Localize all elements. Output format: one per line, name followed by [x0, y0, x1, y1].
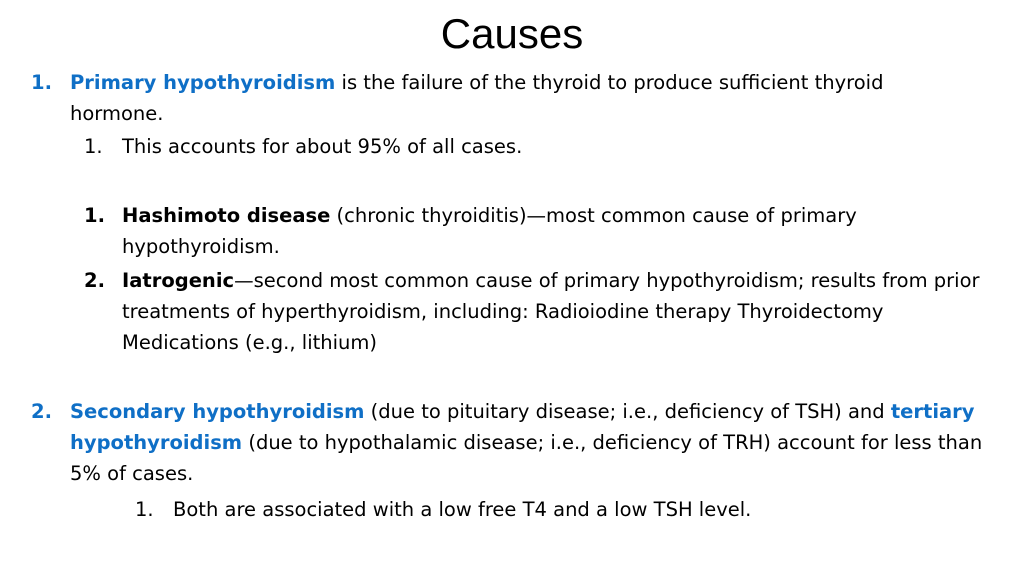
item-text: (chronic thyroiditis)—most common cause of primary hypothyroidism. [122, 204, 857, 258]
item-text: (due to pituitary disease; i.e., deficiency of TSH) and [364, 400, 891, 423]
term-iatrogenic: Iatrogenic [122, 269, 235, 292]
list-item-secondary-tertiary [0, 396, 990, 489]
list-item-iatrogenic [0, 265, 1002, 358]
sub-item-low-t4-tsh [0, 494, 1024, 525]
list-number: 2. [31, 400, 52, 423]
item-text: Both are associated with a low free T4 and a low TSH level. [173, 498, 752, 521]
list-number: 1. [135, 498, 154, 521]
list-item-primary-hypothyroidism [0, 67, 940, 129]
slide-content [0, 67, 1024, 525]
term-primary-hypothyroidism: Primary hypothyroidism [70, 71, 336, 94]
list-number: 1. [31, 71, 52, 94]
sub-item-95-percent [0, 131, 1024, 162]
term-secondary-hypothyroidism: Secondary hypothyroidism [70, 400, 365, 423]
list-number: 1. [84, 135, 103, 158]
term-hashimoto-disease: Hashimoto disease [122, 204, 331, 227]
item-text: —second most common cause of primary hypothyroidism; results from prior treatments of hyperthyroidism, including: Radioiodine therapy Thyroidectomy Medications (e.g., lithium) [122, 269, 980, 354]
term-tertiary-hypothyroidism: tertiary hypothyroidism [70, 400, 975, 454]
item-text: This accounts for about 95% of all cases. [122, 135, 523, 158]
list-item-hashimoto [0, 200, 912, 262]
item-text: (due to hypothalamic disease; i.e., deficiency of TRH) account for less than 5% of cases. [70, 431, 983, 485]
list-number: 1. [84, 204, 105, 227]
list-number: 2. [84, 269, 105, 292]
item-text: is the failure of the thyroid to produce sufficient thyroid hormone. [70, 71, 884, 125]
slide-title: Causes [440, 10, 584, 57]
